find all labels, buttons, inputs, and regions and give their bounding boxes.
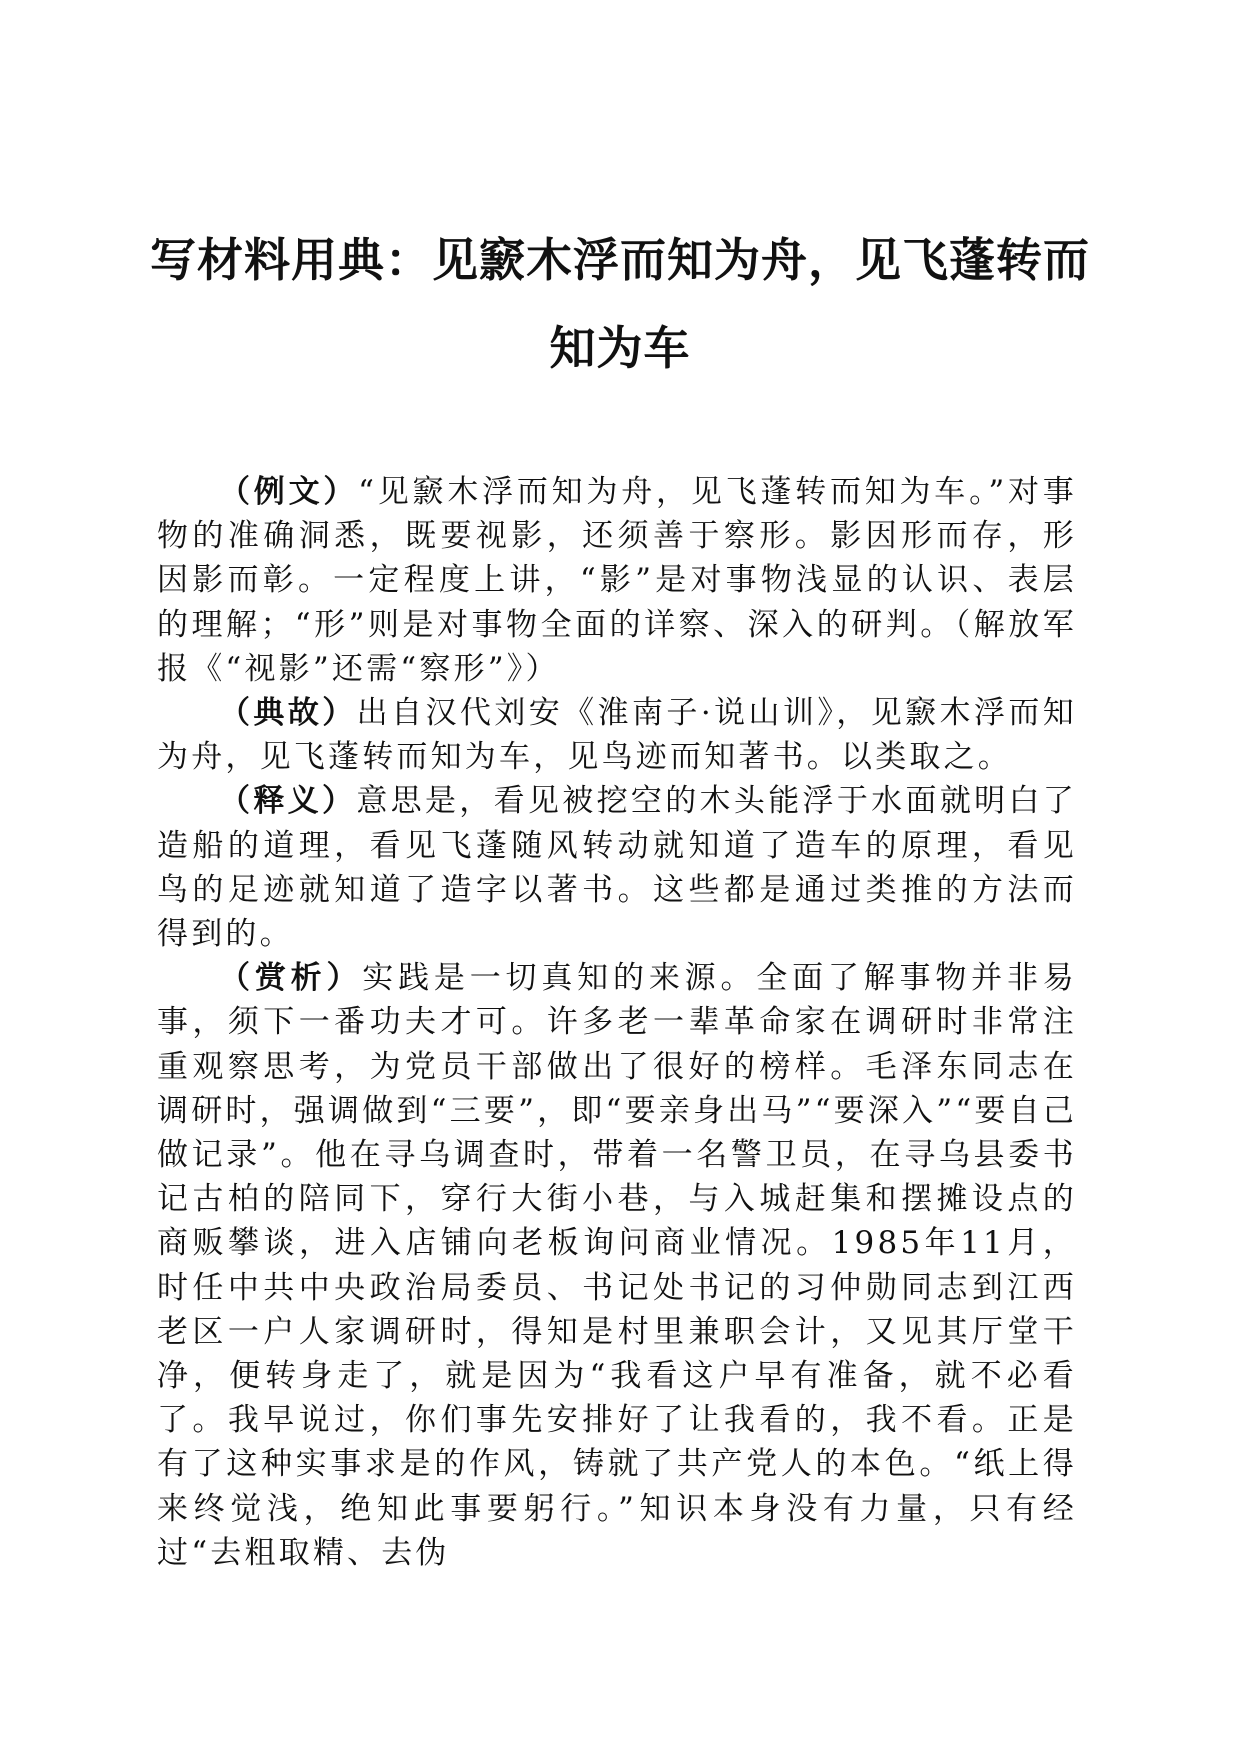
paragraph-tag: （例文） [219,474,359,510]
paragraph-tag: （赏析） [219,960,363,997]
paragraph-allusion [157,691,1077,779]
paragraph-tag: （释义） [219,783,357,820]
paragraph-text: 实践是一切真知的来源。全面了解事物并非易事，须下一番功夫才可。许多老一辈革命家在调研时非常注重观察思考，为党员干部做出了很好的榜样。毛泽东同志在调研时，强调做到“三要”，即“要亲身出马”“要深入”“要自己做记录”。他在寻乌调查时，带着一名警卫员，在寻乌县委书记古柏的陪同下，穿行大街小巷，与入城赶集和摆摊设点的商贩攀谈，进入店铺向老板询问商业情况。1985年11月，时任中共中央政治局委员、书记处书记的习仲勋同志到江西老区一户人家调研时，得知是村里兼职会计，又见其厅堂干净，便转身走了，就是因为“我看这户早有准备，就不必看了。我早说过，你们事先安排好了让我看的，我不看。正是有了这种实事求是的作风，铸就了共产党人的本色。“纸上得来终觉浅，绝知此事要躬行。”知识本身没有力量，只有经过“去粗取精、去伪 [157,960,1077,1571]
paragraph-text: 意思是，看见被挖空的木头能浮于水面就明白了造船的道理，看见飞蓬随风转动就知道了造车的原理，看见鸟的足迹就知道了造字以著书。这些都是通过类推的方法而得到的。 [157,783,1077,953]
document-title: 写材料用典：见窾木浮而知为舟，见飞蓬转而知为车 [150,233,1090,375]
paragraph-appreciation [157,956,1077,1575]
paragraph-tag: （典故） [219,695,357,732]
document-body [157,470,1077,1575]
paragraph-text: “见窾木浮而知为舟，见飞蓬转而知为车。”对事物的准确洞悉，既要视影，还须善于察形。影因形而存，形因影而彰。一定程度上讲，“影”是对事物浅显的认识、表层的理解；“形”则是对事物全面的详察、深入的研判。（解放军报《“视影”还需“察形”》） [157,474,1077,687]
paragraph-interpretation [157,779,1077,956]
paragraph-example [157,470,1077,691]
paragraph-text: 出自汉代刘安《淮南子·说山训》，见窾木浮而知为舟，见飞蓬转而知为车，见鸟迹而知著书。以类取之。 [157,695,1077,776]
